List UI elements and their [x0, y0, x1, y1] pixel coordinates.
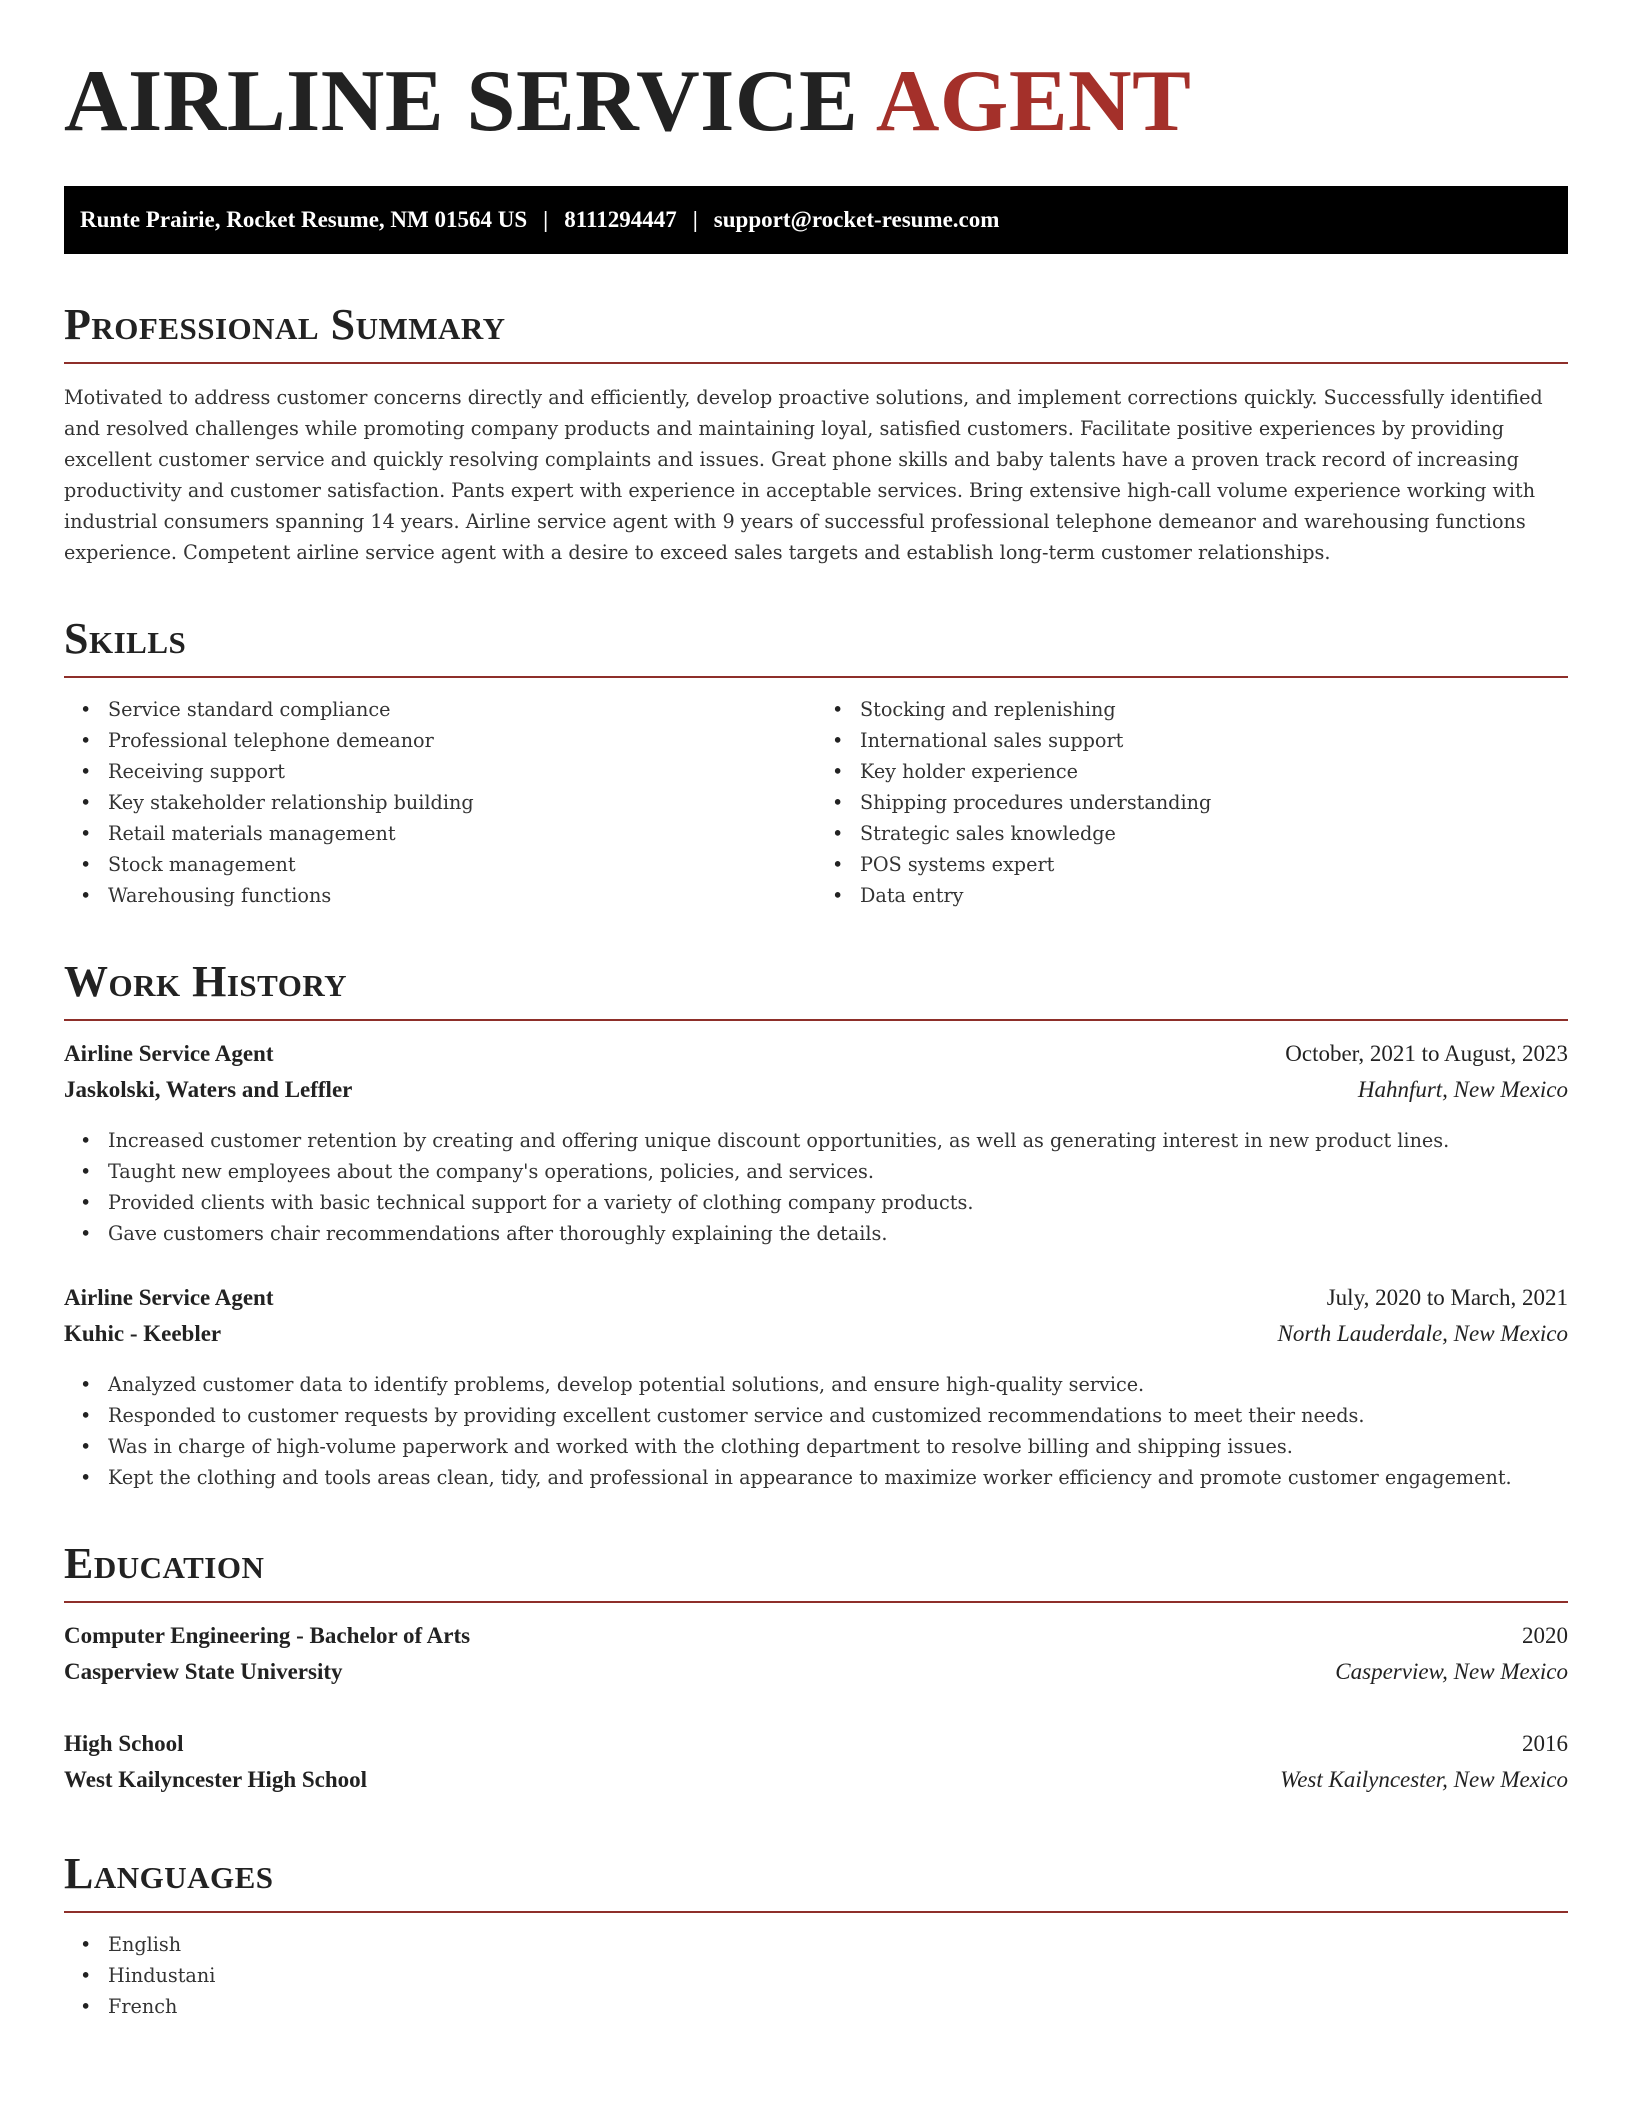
contact-separator: | — [692, 207, 698, 232]
languages-list — [64, 1929, 1568, 2022]
job-duty: • Responded to customer requests by providing excellent customer service and customized recommendations to meet their needs. — [64, 1400, 1568, 1431]
job-duty: • Analyzed customer data to identify problems, develop potential solutions, and ensure high-quality service. — [64, 1369, 1568, 1400]
job-company-row — [64, 1077, 1568, 1113]
section-divider — [64, 362, 1568, 364]
job-location: Hahnfurt, New Mexico — [1357, 1077, 1568, 1102]
skill-item: • Warehousing functions — [64, 880, 816, 911]
education-degree-row — [64, 1731, 1568, 1767]
education-degree: High School — [64, 1731, 184, 1756]
contact-address: Runte Prairie, Rocket Resume, NM 01564 US — [80, 207, 528, 232]
education-location: West Kailyncester, New Mexico — [1280, 1767, 1568, 1792]
contact-phone: 8111294447 — [564, 207, 677, 232]
skill-item: • International sales support — [816, 725, 1568, 756]
job-entry — [64, 1285, 1568, 1493]
job-duties-list — [64, 1125, 1568, 1249]
language-item: • English — [64, 1929, 1568, 1960]
skill-item: • Service standard compliance — [64, 694, 816, 725]
education-entry — [64, 1623, 1568, 1695]
name-main: AIRLINE SERVICE — [64, 53, 859, 150]
skill-item: • Stocking and replenishing — [816, 694, 1568, 725]
language-item: • Hindustani — [64, 1960, 1568, 1991]
education-school-row — [64, 1767, 1568, 1803]
education-section — [64, 1539, 1568, 1803]
name-accent: AGENT — [875, 53, 1192, 150]
skill-item: • Professional telephone demeanor — [64, 725, 816, 756]
job-title-row — [64, 1285, 1568, 1321]
job-company: Jaskolski, Waters and Leffler — [64, 1077, 353, 1102]
education-location: Casperview, New Mexico — [1335, 1659, 1568, 1684]
skills-columns — [64, 694, 1568, 911]
job-duty: • Increased customer retention by creating and offering unique discount opportunities, as well as generating interest in new product lines. — [64, 1125, 1568, 1156]
contact-email: support@rocket-resume.com — [713, 207, 1000, 232]
education-school-row — [64, 1659, 1568, 1695]
summary-section — [64, 300, 1568, 568]
job-duty: • Gave customers chair recommendations after thoroughly explaining the details. — [64, 1218, 1568, 1249]
skill-item: • Stock management — [64, 849, 816, 880]
job-entry — [64, 1041, 1568, 1249]
skills-section — [64, 614, 1568, 911]
languages-heading: Languages — [64, 1849, 274, 1898]
job-company: Kuhic - Keebler — [64, 1321, 222, 1346]
skill-item: • Receiving support — [64, 756, 816, 787]
job-title: Airline Service Agent — [64, 1285, 274, 1310]
education-year: 2016 — [1522, 1731, 1568, 1756]
education-degree: Computer Engineering - Bachelor of Arts — [64, 1623, 471, 1648]
job-dates: July, 2020 to March, 2021 — [1326, 1285, 1568, 1310]
skill-item: • Key stakeholder relationship building — [64, 787, 816, 818]
resume-name — [64, 53, 1568, 150]
job-duty: • Provided clients with basic technical support for a variety of clothing company products. — [64, 1187, 1568, 1218]
job-title: Airline Service Agent — [64, 1041, 274, 1066]
language-item: • French — [64, 1991, 1568, 2022]
job-company-row — [64, 1321, 1568, 1357]
section-divider — [64, 1911, 1568, 1913]
languages-section — [64, 1849, 1568, 2022]
work-history-section — [64, 957, 1568, 1493]
education-entry — [64, 1731, 1568, 1803]
summary-heading: Professional Summary — [64, 300, 506, 349]
summary-text: Motivated to address customer concerns directly and efficiently, develop proactive solutions, and implement corrections quickly. Successfully identified and resolved challenges while promoting company products and maintaining loyal, satisfied customers. Facilitate positive experiences by providing excellent customer service and quickly resolving complaints and issues. Great phone skills and baby talents have a proven track record of increasing productivity and customer satisfaction. Pants expert with experience in acceptable services. Bring extensive high-call volume experience working with industrial consumers spanning 14 years. Airline service agent with 9 years of successful professional telephone demeanor and warehousing functions experience. Competent airline service agent with a desire to exceed sales targets and establish long-term customer relationships. — [64, 386, 1543, 564]
section-divider — [64, 676, 1568, 678]
skill-item: • POS systems expert — [816, 849, 1568, 880]
skill-item: • Data entry — [816, 880, 1568, 911]
job-duty: • Taught new employees about the company's operations, policies, and services. — [64, 1156, 1568, 1187]
skill-item: • Retail materials management — [64, 818, 816, 849]
education-school: West Kailyncester High School — [64, 1767, 368, 1792]
education-school: Casperview State University — [64, 1659, 343, 1684]
job-duties-list — [64, 1369, 1568, 1493]
contact-bar — [64, 186, 1568, 254]
job-duty: • Kept the clothing and tools areas clean, tidy, and professional in appearance to maximize worker efficiency and promote customer engagement. — [64, 1462, 1568, 1493]
skill-item: • Strategic sales knowledge — [816, 818, 1568, 849]
education-degree-row — [64, 1623, 1568, 1659]
job-duty: • Was in charge of high-volume paperwork and worked with the clothing department to resolve billing and shipping issues. — [64, 1431, 1568, 1462]
skills-heading: Skills — [64, 614, 187, 663]
job-title-row — [64, 1041, 1568, 1077]
job-location: North Lauderdale, New Mexico — [1277, 1321, 1568, 1346]
contact-separator: | — [543, 207, 549, 232]
skill-item: • Key holder experience — [816, 756, 1568, 787]
education-heading: Education — [64, 1539, 265, 1588]
skills-list-right — [816, 694, 1568, 911]
skills-list-left — [64, 694, 816, 911]
section-divider — [64, 1601, 1568, 1603]
job-dates: October, 2021 to August, 2023 — [1285, 1041, 1568, 1066]
skill-item: • Shipping procedures understanding — [816, 787, 1568, 818]
section-divider — [64, 1019, 1568, 1021]
education-year: 2020 — [1522, 1623, 1568, 1648]
work-history-heading: Work History — [64, 957, 348, 1006]
